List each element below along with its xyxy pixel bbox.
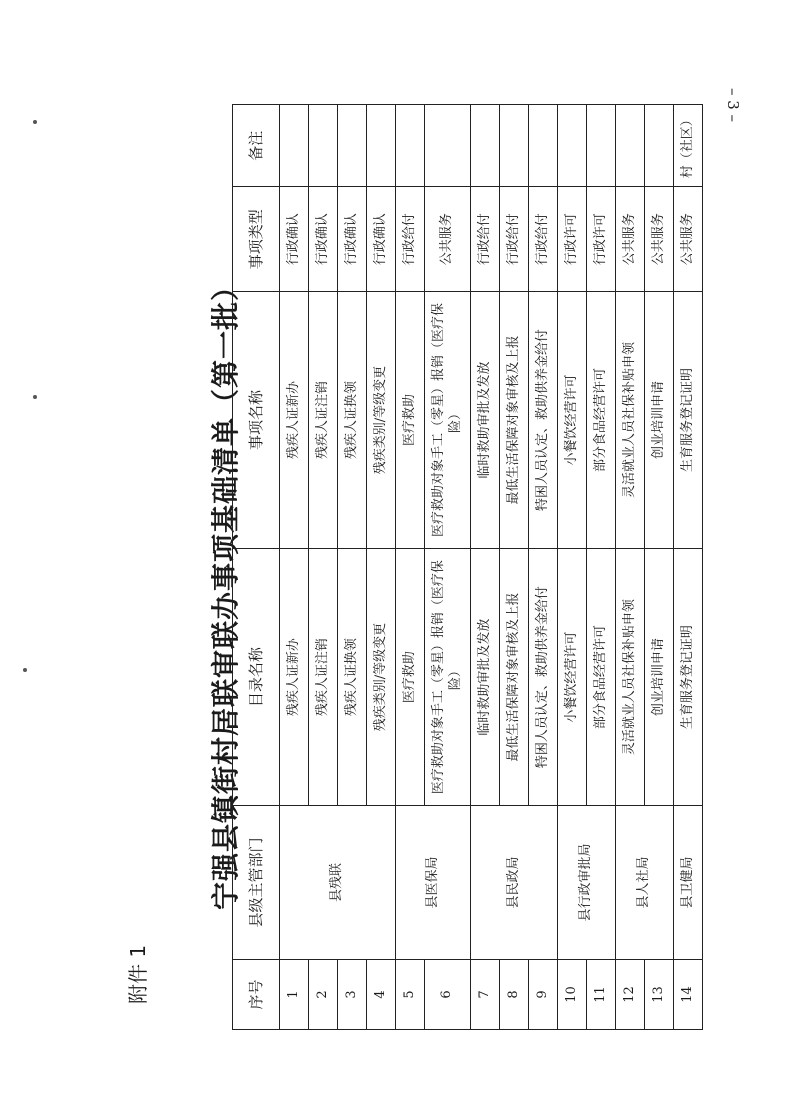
cell-item: 部分食品经营许可 <box>587 291 616 548</box>
cell-item: 小餐饮经营许可 <box>558 291 587 548</box>
cell-dept: 县残联 <box>280 806 396 960</box>
cell-item: 最低生活保障对象审核及上报 <box>500 291 529 548</box>
cell-type: 行政给付 <box>529 187 558 292</box>
table-header-row <box>233 105 280 1030</box>
cell-catalog: 灵活就业人员社保补贴申领 <box>616 549 645 806</box>
cell-no: 9 <box>529 959 558 1029</box>
cell-note <box>500 105 529 187</box>
cell-note: 村（社区） <box>674 105 703 187</box>
cell-item: 医疗救助对象手工（零星）报销（医疗保险） <box>425 291 471 548</box>
cell-catalog: 残疾人证换领 <box>338 549 367 806</box>
cell-type: 行政给付 <box>500 187 529 292</box>
cell-dept: 县民政局 <box>471 806 558 960</box>
cell-catalog: 医疗救助 <box>396 549 425 806</box>
attachment-label: 附件 1 <box>126 944 150 1004</box>
cell-note <box>425 105 471 187</box>
header-catalog: 目录名称 <box>233 549 280 806</box>
cell-dept: 县医保局 <box>396 806 471 960</box>
cell-note <box>280 105 309 187</box>
cell-no: 6 <box>425 959 471 1029</box>
cell-catalog: 特困人员认定、救助供养金给付 <box>529 549 558 806</box>
cell-no: 2 <box>309 959 338 1029</box>
cell-note <box>309 105 338 187</box>
cell-no: 14 <box>674 959 703 1029</box>
scan-speck <box>33 120 37 124</box>
cell-no: 4 <box>367 959 396 1029</box>
item-list-table <box>232 104 703 1030</box>
cell-note <box>367 105 396 187</box>
table-row <box>471 105 500 1030</box>
header-no: 序号 <box>233 959 280 1029</box>
table-row <box>396 105 425 1030</box>
scan-speck <box>23 668 27 672</box>
cell-item: 医疗救助 <box>396 291 425 548</box>
cell-catalog: 医疗救助对象手工（零星）报销（医疗保险） <box>425 549 471 806</box>
table-row <box>280 105 309 1030</box>
cell-dept: 县卫健局 <box>674 806 703 960</box>
document-title: 宁强县镇街村居联审联办事项基础清单（第一批） <box>209 271 242 910</box>
cell-catalog: 生育服务登记证明 <box>674 549 703 806</box>
cell-item: 灵活就业人员社保补贴申领 <box>616 291 645 548</box>
cell-item: 残疾人证新办 <box>280 291 309 548</box>
cell-note <box>587 105 616 187</box>
cell-type: 公共服务 <box>425 187 471 292</box>
page-number: – 3 – <box>723 87 742 123</box>
cell-type: 行政确认 <box>280 187 309 292</box>
scan-speck <box>33 395 37 399</box>
cell-note <box>616 105 645 187</box>
header-dept: 县级主管部门 <box>233 806 280 960</box>
cell-type: 行政确认 <box>338 187 367 292</box>
cell-item: 生育服务登记证明 <box>674 291 703 548</box>
cell-catalog: 小餐饮经营许可 <box>558 549 587 806</box>
cell-note <box>338 105 367 187</box>
cell-item: 特困人员认定、救助供养金给付 <box>529 291 558 548</box>
cell-catalog: 残疾人证新办 <box>280 549 309 806</box>
cell-note <box>645 105 674 187</box>
cell-catalog: 残疾人证注销 <box>309 549 338 806</box>
cell-no: 12 <box>616 959 645 1029</box>
cell-type: 行政确认 <box>367 187 396 292</box>
cell-item: 残疾人证注销 <box>309 291 338 548</box>
cell-catalog: 创业培训申请 <box>645 549 674 806</box>
cell-note <box>396 105 425 187</box>
cell-type: 公共服务 <box>616 187 645 292</box>
cell-catalog: 部分食品经营许可 <box>587 549 616 806</box>
cell-item: 残疾类别/等级变更 <box>367 291 396 548</box>
table-row <box>558 105 587 1030</box>
cell-catalog: 残疾类别/等级变更 <box>367 549 396 806</box>
cell-item: 创业培训申请 <box>645 291 674 548</box>
cell-item: 临时救助审批及发放 <box>471 291 500 548</box>
cell-type: 公共服务 <box>674 187 703 292</box>
cell-no: 5 <box>396 959 425 1029</box>
cell-note <box>529 105 558 187</box>
cell-note <box>471 105 500 187</box>
cell-note <box>558 105 587 187</box>
cell-dept: 县人社局 <box>616 806 674 960</box>
cell-dept: 县行政审批局 <box>558 806 616 960</box>
header-item: 事项名称 <box>233 291 280 548</box>
cell-no: 3 <box>338 959 367 1029</box>
cell-type: 行政给付 <box>396 187 425 292</box>
table-row <box>674 105 703 1030</box>
cell-type: 公共服务 <box>645 187 674 292</box>
cell-no: 11 <box>587 959 616 1029</box>
cell-item: 残疾人证换领 <box>338 291 367 548</box>
cell-no: 1 <box>280 959 309 1029</box>
cell-no: 13 <box>645 959 674 1029</box>
cell-type: 行政确认 <box>309 187 338 292</box>
header-note: 备注 <box>233 105 280 187</box>
cell-type: 行政给付 <box>471 187 500 292</box>
cell-catalog: 临时救助审批及发放 <box>471 549 500 806</box>
header-type: 事项类型 <box>233 187 280 292</box>
cell-type: 行政许可 <box>558 187 587 292</box>
cell-catalog: 最低生活保障对象审核及上报 <box>500 549 529 806</box>
cell-type: 行政许可 <box>587 187 616 292</box>
item-list-table-container <box>232 104 703 1030</box>
cell-no: 7 <box>471 959 500 1029</box>
cell-no: 10 <box>558 959 587 1029</box>
table-row <box>616 105 645 1030</box>
cell-no: 8 <box>500 959 529 1029</box>
